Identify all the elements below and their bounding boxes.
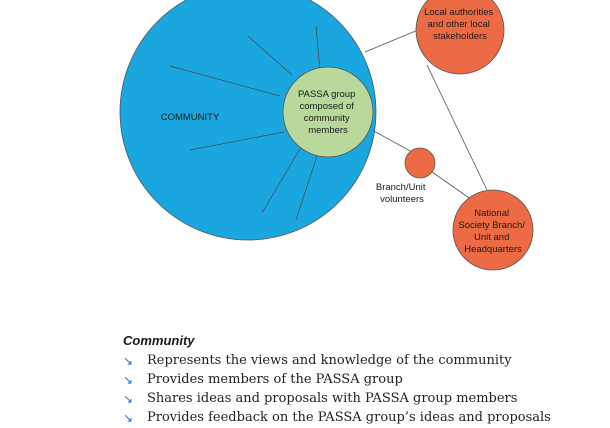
edge-branch-national [432, 172, 475, 202]
branch-volunteers-node [376, 148, 435, 205]
local-authorities-label: Local authorities and other local stakeholders [424, 7, 494, 42]
list-item [123, 352, 551, 371]
list-item [123, 409, 551, 428]
list-item-text: Provides feedback on the PASSA group’s ideas and proposals [147, 410, 551, 425]
national-society-node [453, 190, 533, 270]
edge-passa-local [365, 30, 418, 52]
edge-passa-branch [372, 130, 412, 152]
passa-group-circle [283, 67, 373, 157]
bullet-list [123, 352, 551, 428]
list-item-text: Shares ideas and proposals with PASSA group members [147, 391, 518, 406]
arrow-down-right-icon: ↘ [123, 392, 134, 406]
arrow-down-right-icon: ↘ [123, 411, 134, 425]
arrow-down-right-icon: ↘ [123, 354, 134, 368]
community-label: COMMUNITY [160, 112, 220, 123]
branch-volunteers-circle [405, 148, 435, 178]
local-authorities-node [416, 0, 504, 74]
passa-group-label: PASSA group composed of community members [297, 89, 356, 136]
list-item [123, 390, 551, 409]
national-society-label: National Society Branch/ Unit and Headquarters [458, 208, 525, 255]
section-title: Community [123, 333, 195, 348]
list-item-text: Provides members of the PASSA group [147, 372, 403, 387]
list-item-text: Represents the views and knowledge of the community [147, 353, 512, 368]
passa-group-node [283, 67, 373, 157]
arrow-down-right-icon: ↘ [123, 373, 134, 387]
edge-local-national [427, 65, 487, 190]
branch-volunteers-label: Branch/Unit volunteers [375, 182, 426, 205]
list-item [123, 371, 551, 390]
